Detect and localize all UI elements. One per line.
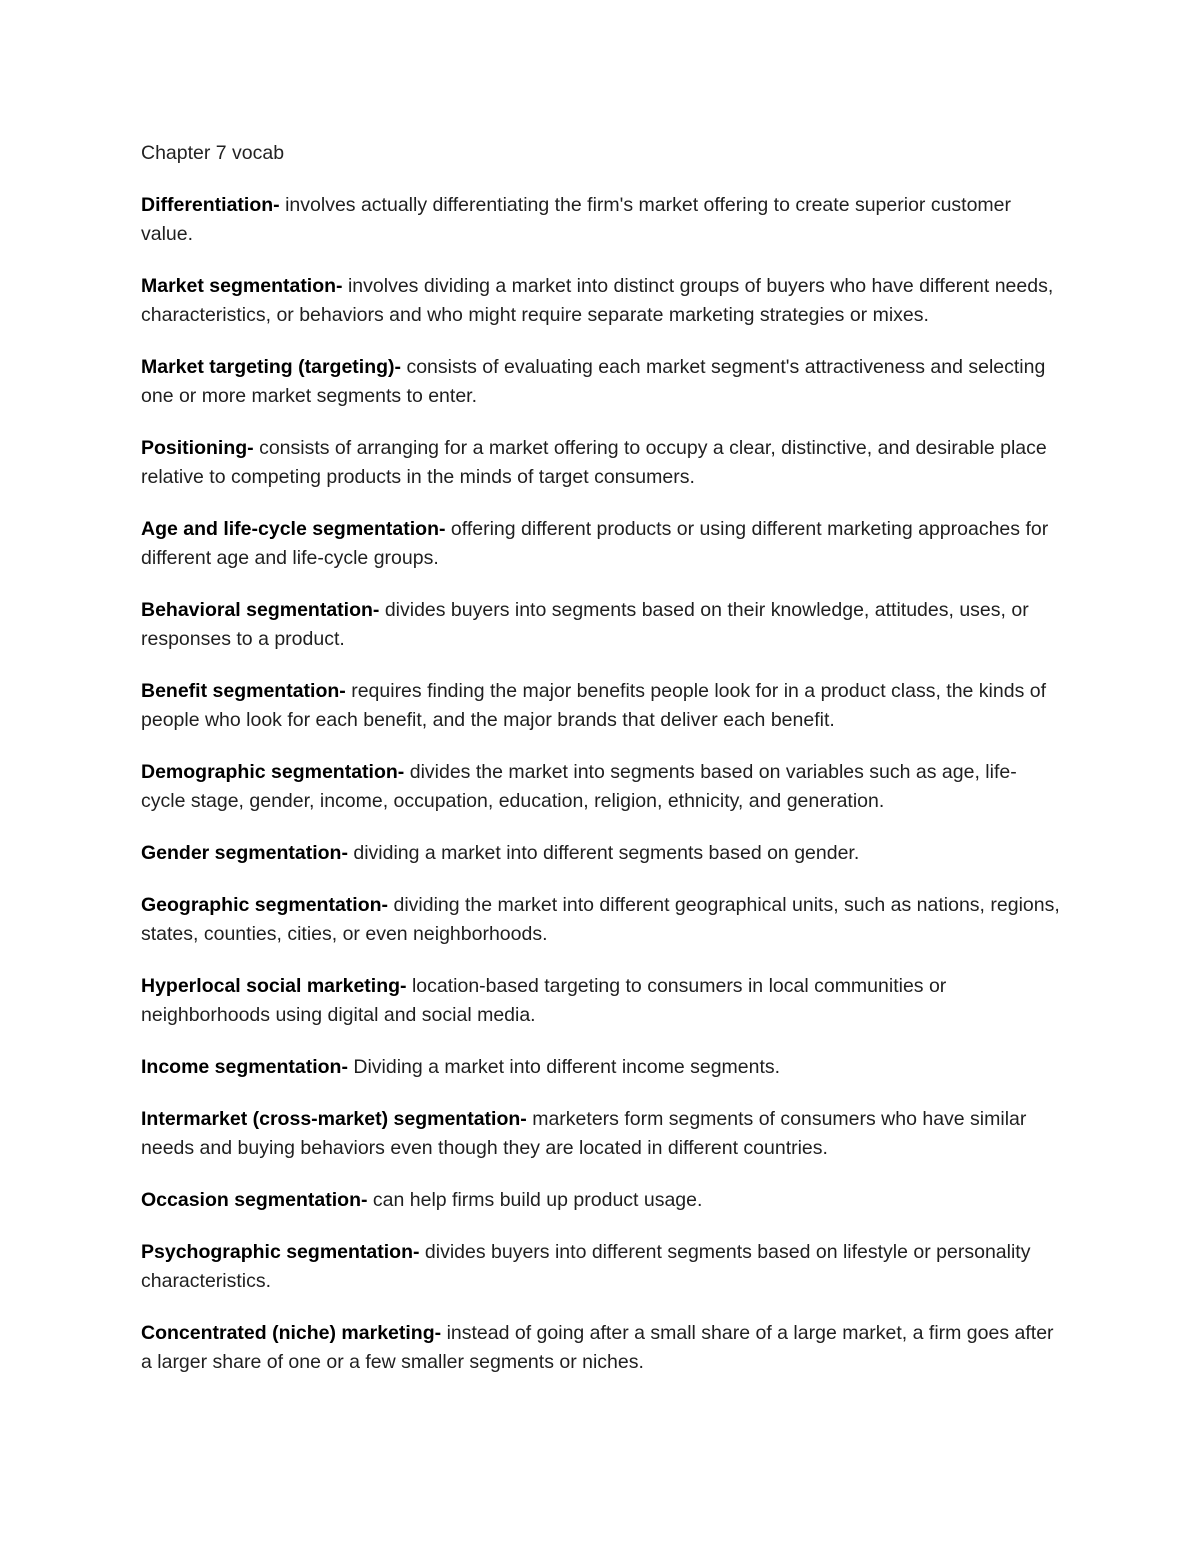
vocab-term: Geographic segmentation-	[141, 894, 389, 916]
vocab-definition: marketers form segments of consumers who have similar needs and buying behaviors even though they are located in different countries.	[141, 1108, 1027, 1159]
vocab-term: Behavioral segmentation-	[141, 599, 380, 621]
vocab-entry	[141, 1238, 1061, 1296]
vocab-entry	[141, 191, 1061, 249]
vocab-term: Market targeting (targeting)-	[141, 356, 402, 378]
vocab-definition: involves dividing a market into distinct groups of buyers who have different needs, characteristics, or behaviors and who might require separate marketing strategies or mixes.	[141, 275, 1054, 326]
vocab-term: Hyperlocal social marketing-	[141, 975, 407, 997]
vocab-term: Age and life-cycle segmentation-	[141, 518, 446, 540]
vocab-entry	[141, 272, 1061, 330]
vocab-term: Gender segmentation-	[141, 842, 348, 864]
vocab-term: Benefit segmentation-	[141, 680, 346, 702]
vocab-term: Differentiation-	[141, 194, 280, 216]
vocab-entry	[141, 758, 1061, 816]
vocab-entry	[141, 891, 1061, 949]
vocab-term: Occasion segmentation-	[141, 1189, 368, 1211]
vocab-definition: can help firms build up product usage.	[372, 1189, 703, 1211]
vocab-definition: requires finding the major benefits people look for in a product class, the kinds of people who look for each benefit, and the major brands that deliver each benefit.	[141, 680, 1047, 731]
vocab-definition: offering different products or using different marketing approaches for different age and life-cycle groups.	[141, 518, 1049, 569]
vocab-entry	[141, 1319, 1061, 1377]
vocab-definition: location-based targeting to consumers in local communities or neighborhoods using digital and social media.	[141, 975, 947, 1026]
vocab-term: Market segmentation-	[141, 275, 343, 297]
document-title: Chapter 7 vocab	[141, 142, 285, 164]
vocab-definition: divides buyers into segments based on their knowledge, attitudes, uses, or responses to a product.	[141, 599, 1029, 650]
vocab-entry	[141, 1053, 1061, 1082]
vocab-term: Concentrated (niche) marketing-	[141, 1322, 442, 1344]
vocab-definition: divides buyers into different segments based on lifestyle or personality characteristics.	[141, 1241, 1031, 1292]
vocab-term: Income segmentation-	[141, 1056, 348, 1078]
document-page	[141, 139, 1061, 1400]
vocab-term: Positioning-	[141, 437, 254, 459]
vocab-term: Psychographic segmentation-	[141, 1241, 420, 1263]
vocab-definition: dividing a market into different segments based on gender.	[353, 842, 860, 864]
vocab-entry	[141, 434, 1061, 492]
vocab-definition: involves actually differentiating the firm's market offering to create superior customer value.	[141, 194, 1012, 245]
vocab-definition: divides the market into segments based on variables such as age, life-cycle stage, gender, income, occupation, education, religion, ethnicity, and generation.	[141, 761, 1017, 812]
vocab-term: Demographic segmentation-	[141, 761, 405, 783]
vocab-definition: instead of going after a small share of a large market, a firm goes after a larger share of one or a few smaller segments or niches.	[141, 1322, 1054, 1373]
vocab-entry	[141, 1186, 1061, 1215]
vocab-term: Intermarket (cross-market) segmentation-	[141, 1108, 527, 1130]
vocab-definition: Dividing a market into different income segments.	[353, 1056, 781, 1078]
vocab-entry	[141, 972, 1061, 1030]
vocab-entry	[141, 596, 1061, 654]
vocab-definition: consists of arranging for a market offering to occupy a clear, distinctive, and desirable place relative to competing products in the minds of target consumers.	[141, 437, 1047, 488]
vocab-entry	[141, 677, 1061, 735]
vocab-entry	[141, 515, 1061, 573]
vocab-entry	[141, 839, 1061, 868]
vocab-definition: dividing the market into different geographical units, such as nations, regions, states, counties, cities, or even neighborhoods.	[141, 894, 1060, 945]
vocab-entry	[141, 1105, 1061, 1163]
vocab-entry	[141, 353, 1061, 411]
vocab-definition: consists of evaluating each market segment's attractiveness and selecting one or more market segments to enter.	[141, 356, 1046, 407]
